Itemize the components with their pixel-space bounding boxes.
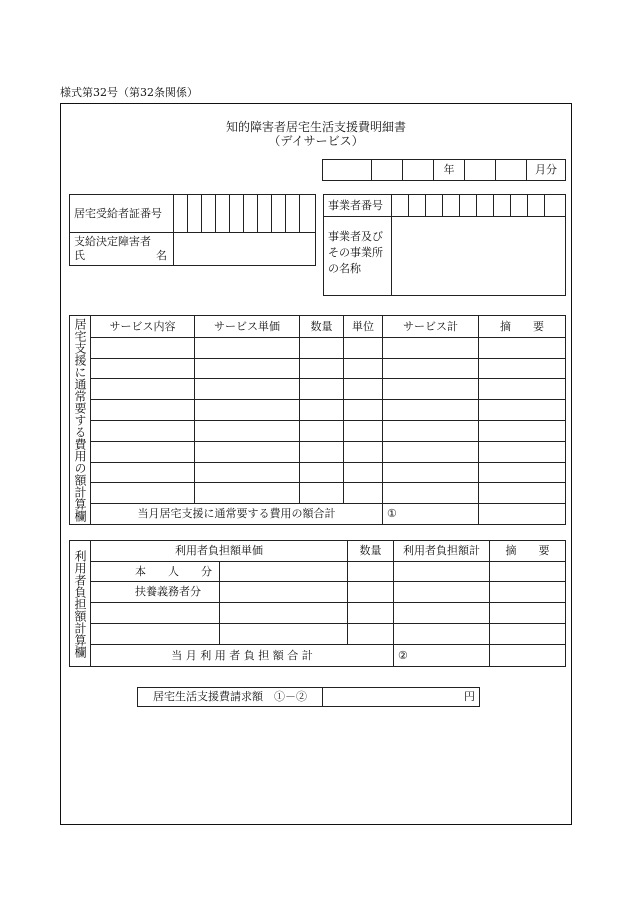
cert-digit[interactable]	[272, 195, 286, 233]
cell[interactable]	[195, 483, 300, 504]
recipient-name-label-mei: 名	[156, 249, 167, 262]
cell[interactable]	[490, 624, 566, 645]
provider-name-field[interactable]	[392, 217, 566, 296]
cell[interactable]	[300, 483, 344, 504]
recipient-name-label-shi: 氏	[74, 249, 85, 262]
cell[interactable]	[91, 462, 195, 483]
cert-digit[interactable]	[258, 195, 272, 233]
cell[interactable]	[195, 358, 300, 379]
cell[interactable]	[479, 337, 566, 358]
user-total-label: 当 月 利 用 者 負 担 額 合 計	[91, 645, 394, 667]
era-cell[interactable]	[323, 160, 372, 181]
cell[interactable]	[91, 379, 195, 400]
form-title: 知的障害者居宅生活支援費明細書	[225, 120, 406, 134]
recipient-name-label-line1: 支給決定障害者	[74, 235, 151, 248]
cell[interactable]	[344, 483, 383, 504]
cert-digit[interactable]	[286, 195, 300, 233]
table-row	[70, 379, 566, 400]
cell[interactable]	[344, 462, 383, 483]
table-row	[70, 483, 566, 504]
cell[interactable]	[219, 603, 348, 624]
header-unit: 単位	[344, 316, 383, 338]
year-digit-2[interactable]	[403, 160, 434, 181]
claim-amount-field[interactable]	[323, 688, 480, 707]
user-side-label	[70, 541, 91, 667]
user-total-remarks[interactable]	[490, 645, 566, 667]
header-service-unit-price: サービス単価	[195, 316, 300, 338]
cell[interactable]	[490, 582, 566, 603]
cell[interactable]	[91, 337, 195, 358]
row-label-self: 本 人 分	[91, 562, 220, 582]
claim-label: 居宅生活支援費請求額 ①－②	[138, 688, 323, 707]
cell[interactable]	[383, 420, 479, 441]
cell[interactable]	[479, 379, 566, 400]
provider-digit[interactable]	[545, 195, 566, 217]
header-user-quantity: 数量	[348, 541, 394, 562]
provider-digit[interactable]	[494, 195, 511, 217]
cell[interactable]	[383, 337, 479, 358]
cell[interactable]	[91, 624, 220, 645]
table-row	[70, 441, 566, 462]
provider-digit[interactable]	[460, 195, 477, 217]
cell[interactable]	[344, 400, 383, 421]
cell[interactable]	[344, 420, 383, 441]
provider-digit[interactable]	[392, 195, 409, 217]
service-side-label	[70, 316, 91, 525]
cert-digit[interactable]	[244, 195, 258, 233]
provider-digit[interactable]	[511, 195, 528, 217]
cell[interactable]	[383, 400, 479, 421]
provider-digit[interactable]	[528, 195, 545, 217]
recipient-name-label	[70, 233, 174, 266]
cell[interactable]	[344, 358, 383, 379]
table-row	[70, 462, 566, 483]
cell[interactable]	[91, 400, 195, 421]
provider-name-label-line3: の名称	[328, 262, 361, 275]
cell[interactable]	[219, 624, 348, 645]
cell[interactable]	[394, 562, 490, 582]
cell[interactable]	[490, 562, 566, 582]
cell[interactable]	[344, 337, 383, 358]
cell[interactable]	[348, 603, 394, 624]
service-table	[69, 315, 566, 525]
provider-digit[interactable]	[426, 195, 443, 217]
year-label: 年	[434, 160, 465, 181]
provider-number-label: 事業者番号	[324, 195, 392, 217]
provider-table	[323, 194, 566, 296]
cell[interactable]	[300, 420, 344, 441]
cell[interactable]	[344, 379, 383, 400]
date-table	[322, 159, 566, 181]
month-label: 月分	[527, 160, 566, 181]
cell[interactable]	[383, 462, 479, 483]
cell[interactable]	[348, 624, 394, 645]
service-total-label: 当月居宅支援に通常要する費用の額合計	[91, 504, 383, 525]
cell[interactable]	[479, 358, 566, 379]
cell[interactable]	[195, 462, 300, 483]
provider-name-label	[324, 217, 392, 296]
service-side-label-text: 居宅支援に通常要する費用の額計算欄	[73, 318, 87, 522]
cell[interactable]	[479, 483, 566, 504]
cell[interactable]	[490, 603, 566, 624]
recipient-table	[69, 194, 316, 266]
table-row	[70, 358, 566, 379]
table-row	[70, 603, 566, 624]
cell[interactable]	[300, 379, 344, 400]
claim-table	[137, 687, 480, 707]
provider-digit[interactable]	[409, 195, 426, 217]
table-row	[70, 582, 566, 603]
cell[interactable]	[394, 624, 490, 645]
table-row	[70, 562, 566, 582]
cell[interactable]	[383, 441, 479, 462]
cell[interactable]	[91, 603, 220, 624]
cell[interactable]	[479, 462, 566, 483]
provider-digit[interactable]	[443, 195, 460, 217]
month-digit-1[interactable]	[465, 160, 496, 181]
cell[interactable]	[195, 420, 300, 441]
service-total-remarks[interactable]	[479, 504, 566, 525]
cell[interactable]	[300, 400, 344, 421]
cell[interactable]	[195, 337, 300, 358]
cell[interactable]	[348, 562, 394, 582]
cert-digit[interactable]	[230, 195, 244, 233]
cell[interactable]	[91, 483, 195, 504]
table-row	[70, 337, 566, 358]
cell[interactable]	[394, 582, 490, 603]
cell[interactable]	[219, 562, 348, 582]
cell[interactable]	[479, 420, 566, 441]
cert-digit[interactable]	[300, 195, 316, 233]
header-user-remarks: 摘 要	[490, 541, 566, 562]
service-total-mark[interactable]: ①	[383, 504, 479, 525]
yen-unit: 円	[464, 690, 475, 704]
cell[interactable]	[383, 358, 479, 379]
cell[interactable]	[383, 379, 479, 400]
year-digit-1[interactable]	[372, 160, 403, 181]
header-service-total: サービス計	[383, 316, 479, 338]
cell[interactable]	[344, 441, 383, 462]
cell[interactable]	[195, 379, 300, 400]
cell[interactable]	[479, 441, 566, 462]
provider-name-label-line1: 事業者及び	[328, 230, 383, 243]
user-charge-table	[69, 540, 566, 667]
cell[interactable]	[300, 462, 344, 483]
provider-name-label-line2: その事業所	[328, 246, 383, 259]
table-row	[70, 624, 566, 645]
user-side-label-text: 利用者負担額計算欄	[73, 549, 87, 658]
header-remarks: 摘 要	[479, 316, 566, 338]
cert-digit[interactable]	[216, 195, 230, 233]
cert-number-label: 居宅受給者証番号	[70, 195, 174, 233]
table-row	[70, 400, 566, 421]
cell[interactable]	[91, 441, 195, 462]
header-user-charge-total: 利用者負担額計	[394, 541, 490, 562]
cell[interactable]	[219, 582, 348, 603]
form-subtitle: （デイサービス）	[268, 134, 364, 148]
cert-digit[interactable]	[174, 195, 188, 233]
cell[interactable]	[195, 441, 300, 462]
cell[interactable]	[91, 420, 195, 441]
provider-digit[interactable]	[477, 195, 494, 217]
form-number: 様式第32号（第32条関係）	[60, 86, 198, 99]
cell[interactable]	[348, 582, 394, 603]
recipient-name-field[interactable]	[174, 233, 316, 266]
cell[interactable]	[300, 358, 344, 379]
month-digit-2[interactable]	[496, 160, 527, 181]
cell[interactable]	[394, 603, 490, 624]
user-total-mark[interactable]: ②	[394, 645, 490, 667]
header-service-content: サービス内容	[91, 316, 195, 338]
table-row	[70, 420, 566, 441]
cert-digit[interactable]	[202, 195, 216, 233]
cell[interactable]	[383, 483, 479, 504]
cell[interactable]	[479, 400, 566, 421]
cert-digit[interactable]	[188, 195, 202, 233]
cell[interactable]	[91, 358, 195, 379]
header-quantity: 数量	[300, 316, 344, 338]
header-user-charge-unit-price: 利用者負担額単価	[91, 541, 348, 562]
row-label-guardian: 扶養義務者分	[91, 582, 220, 603]
cell[interactable]	[195, 400, 300, 421]
cell[interactable]	[300, 441, 344, 462]
cell[interactable]	[300, 337, 344, 358]
